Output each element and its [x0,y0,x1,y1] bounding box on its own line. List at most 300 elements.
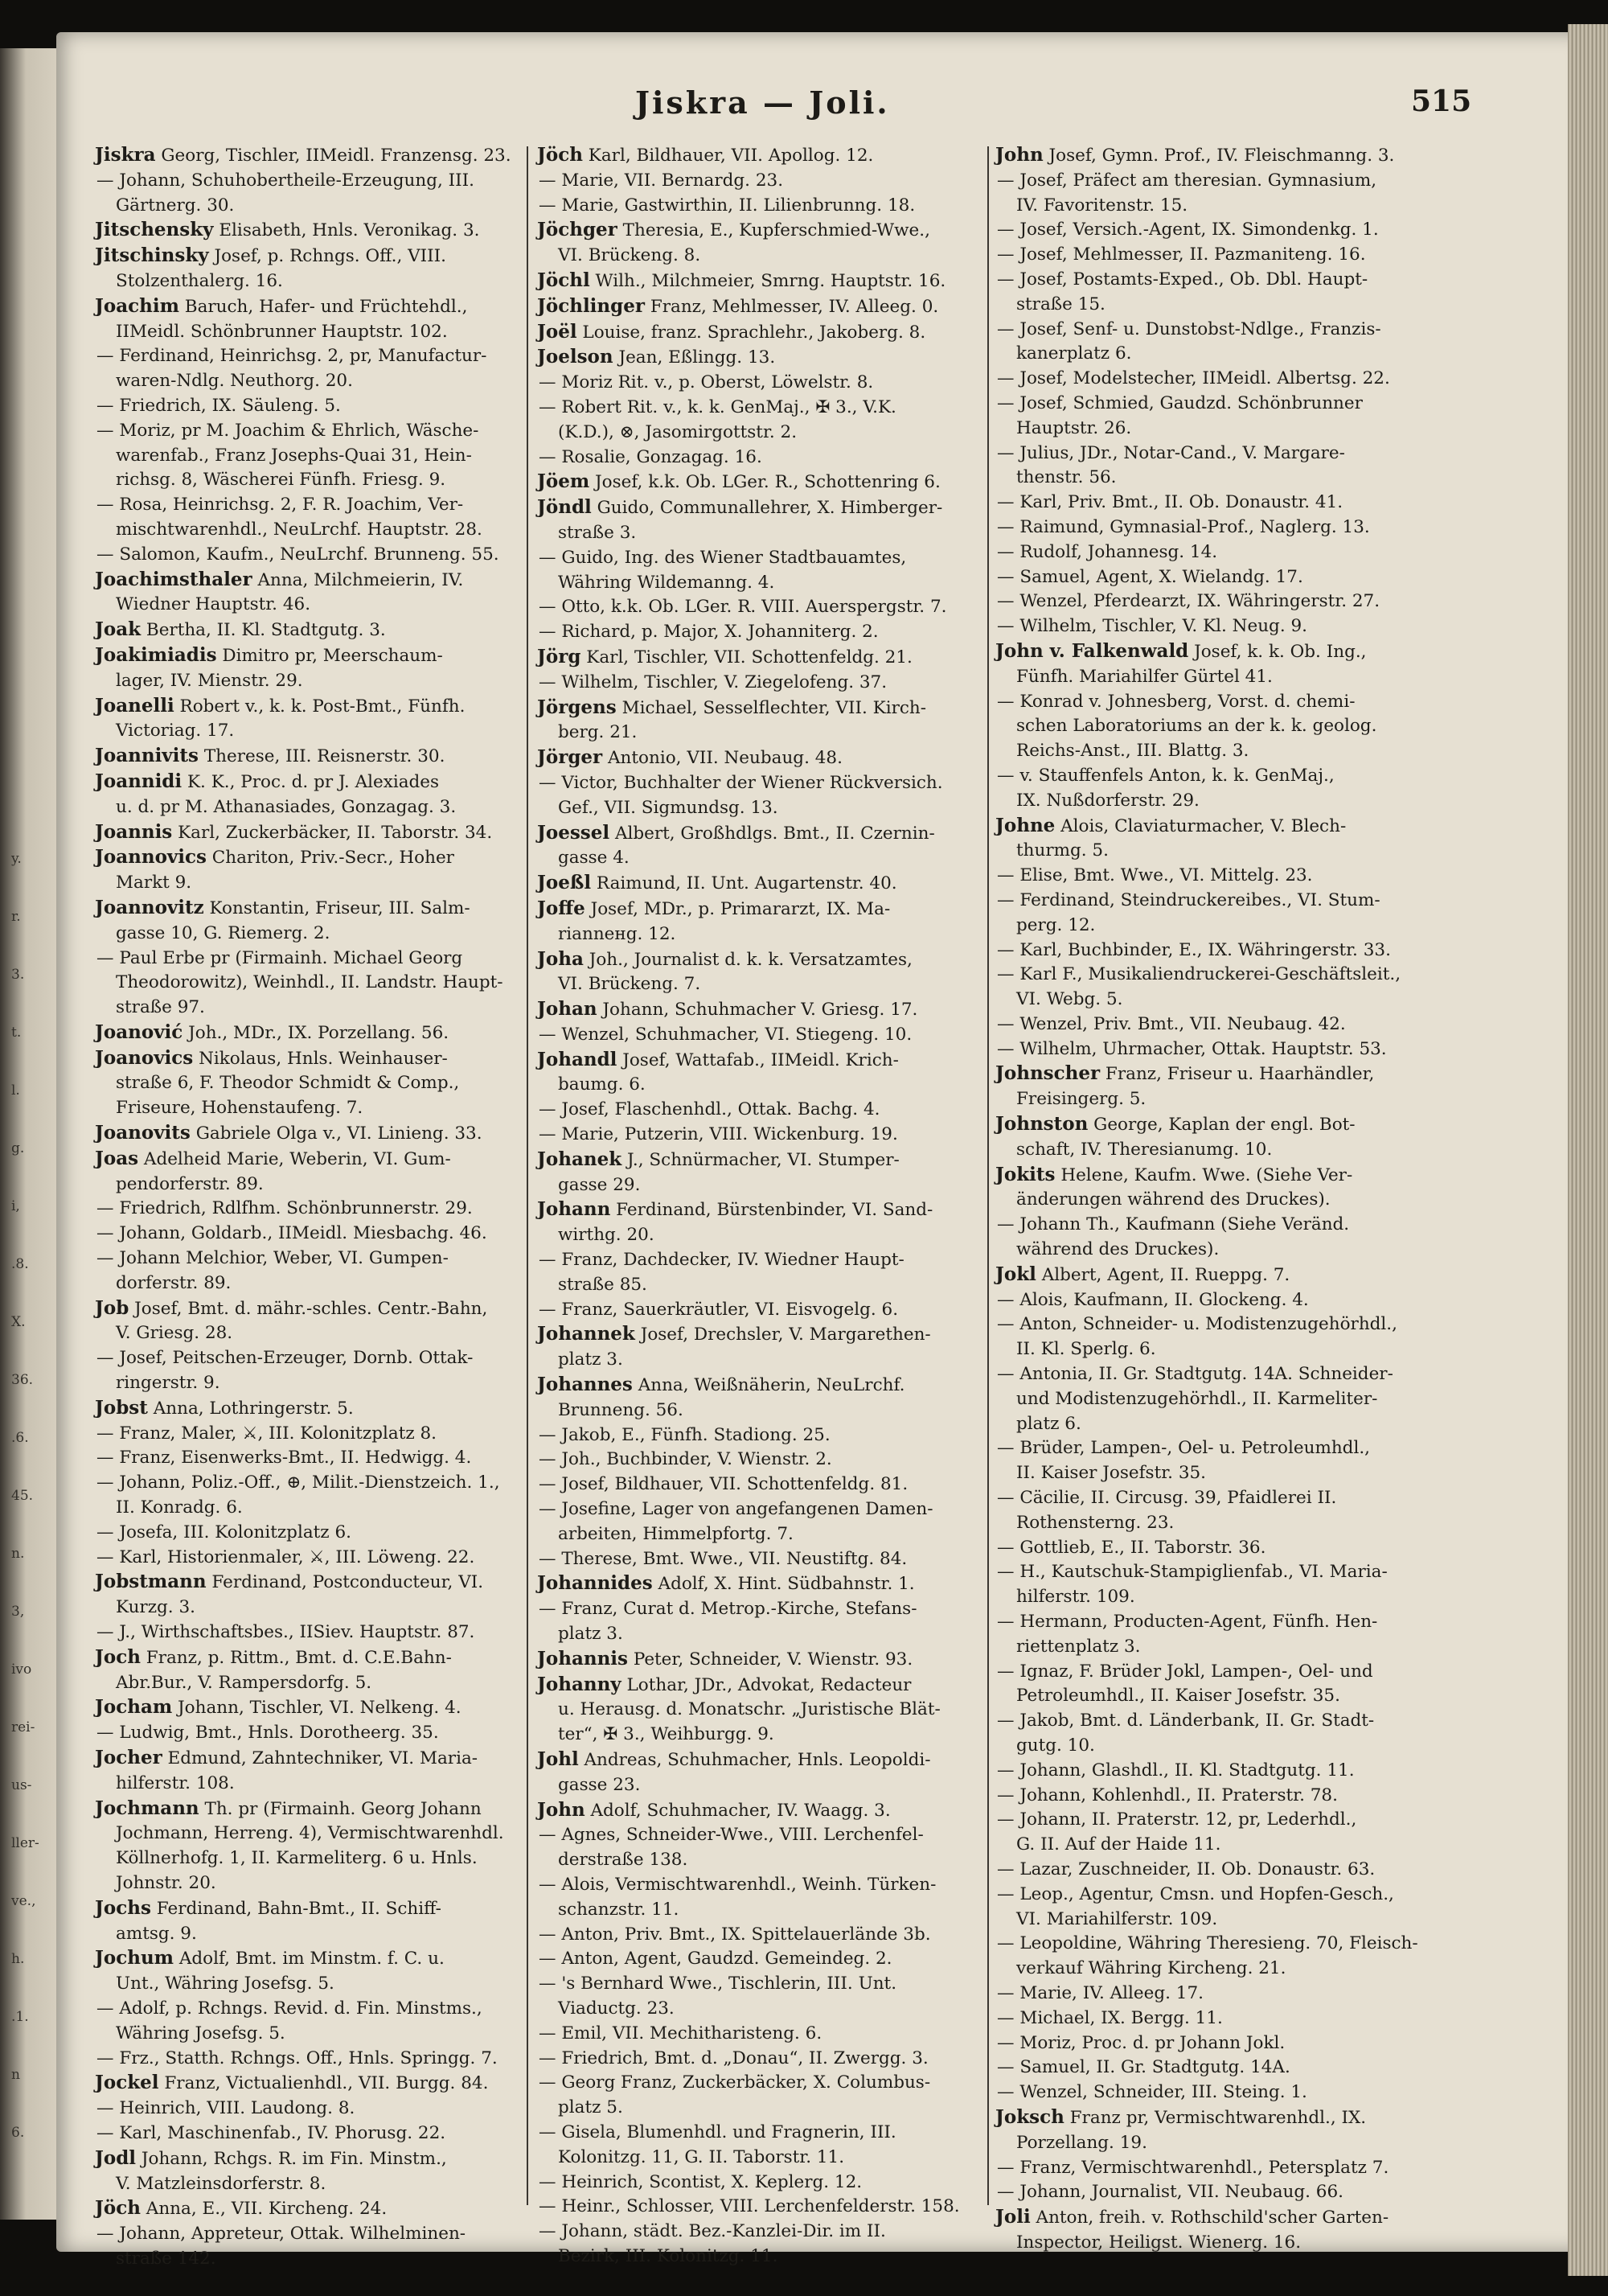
entry-text: Helene, Kaufm. Wwe. (Siehe Ver- [1055,1164,1353,1185]
directory-line [537,571,983,596]
directory-line [537,1898,983,1923]
directory-line [537,446,983,470]
directory-line [95,2196,518,2222]
directory-line [537,244,983,269]
entry-text: — Johann, Kohlenhdl., II. Praterstr. 78. [997,1785,1338,1805]
directory-line [95,2146,518,2172]
directory-line [995,939,1470,963]
directory-line [95,1972,518,1997]
left-page-fragment: .8. [11,1256,29,1272]
entry-text: — Marie, VII. Bernardg. 23. [539,170,784,191]
directory-line [95,394,518,419]
directory-line [995,1808,1470,1833]
entry-text: Josef, Bmt. d. mähr.-schles. Centr.-Bahn, [129,1298,488,1319]
directory-line [95,1147,518,1173]
entry-text: straße 142. [116,2248,216,2269]
entry-surname: Jocher [95,1747,162,1768]
directory-line [995,243,1470,268]
directory-line [995,2006,1470,2031]
entry-text: hilferstr. 109. [1016,1587,1135,1608]
entry-text: Hauptstr. 26. [1016,417,1132,438]
left-page-fragment: ve., [11,1893,36,1909]
entry-text: berg. 21. [558,722,638,743]
directory-line [537,796,983,821]
directory-line [995,1660,1470,1685]
directory-line [995,589,1470,614]
directory-line [995,1387,1470,1412]
entry-surname: Johannis [537,1647,628,1670]
directory-line [995,417,1470,442]
page-number: 515 [1411,84,1472,118]
directory-line [995,1188,1470,1213]
directory-line [537,821,983,847]
entry-text: — Franz, Vermischtwarenhdl., Petersplatz 7. [997,2157,1389,2178]
directory-line [95,1173,518,1197]
entry-text: schanzstr. 11. [558,1899,679,1920]
entry-text: Unt., Währing Josefsg. 5. [116,1974,334,1994]
entry-text: Albert, Agent, II. Rueppg. 7. [1036,1264,1290,1285]
directory-line [995,2031,1470,2056]
entry-text: Rothensterng. 23. [1016,1512,1175,1533]
entry-surname: Johanny [537,1673,621,1695]
entry-text: gasse 23. [558,1774,641,1795]
directory-line [995,1062,1470,1087]
directory-line [95,194,518,219]
entry-text: derstraße 138. [558,1850,688,1871]
entry-text: platz 3. [558,1349,623,1370]
column-rule [987,146,989,2205]
directory-line [537,1522,983,1547]
entry-surname: Joakimiadis [95,643,217,666]
entry-text: — Johann, städt. Bez.-Kanzlei-Dir. im II. [539,2221,886,2242]
directory-line [995,1037,1470,1062]
entry-surname: Jöch [95,2197,141,2220]
entry-text: — Franz, Dachdecker, IV. Wiedner Haupt- [539,1250,904,1271]
entry-surname: Johannides [537,1572,653,1595]
directory-line [995,1337,1470,1362]
directory-line [95,593,518,618]
entry-text: — Wenzel, Priv. Bmt., VII. Neubaug. 42. [997,1013,1346,1034]
directory-line [995,1784,1470,1809]
entry-text: Porzellang. 19. [1016,2132,1147,2153]
directory-line [537,1848,983,1873]
entry-text: Gabriele Olga v., VI. Linieng. 33. [190,1123,482,1144]
directory-line [537,1348,983,1373]
directory-line [995,1238,1470,1263]
directory-line [995,1709,1470,1734]
entry-text: — Wilhelm, Tischler, V. Ziegelofeng. 37. [539,672,888,692]
directory-line [95,1471,518,1496]
entry-surname: Jocham [95,1696,173,1719]
directory-line [995,1213,1470,1238]
entry-text: — Samuel, Agent, X. Wielandg. 17. [997,566,1303,587]
directory-line [95,820,518,846]
entry-surname: Johne [995,814,1056,836]
directory-line [537,2121,983,2146]
entry-text: — Richard, p. Major, X. Johanniterg. 2. [539,622,879,643]
entry-text: Lothar, JDr., Advokat, Redacteur [621,1674,912,1695]
entry-text: Anna, Milchmeierin, IV. [252,569,464,590]
entry-text: — Moriz, pr M. Joachim & Ehrlich, Wäsche- [96,420,479,441]
entry-text: — Konrad v. Johnesberg, Vorst. d. chemi- [997,691,1356,712]
directory-line [95,218,518,244]
directory-line [537,1673,983,1698]
entry-text: — Cäcilie, II. Circusg. 39, Pfaidlerei II. [997,1488,1337,1509]
entry-text: Franz, Mehlmesser, IV. Alleeg. 0. [644,296,939,317]
entry-text: — Franz, Maler, ⚔, III. Kolonitzplatz 8. [96,1423,437,1444]
directory-line [537,396,983,421]
directory-line [537,320,983,346]
entry-text: Ferdinand, Bürstenbinder, VI. Sand- [610,1200,933,1221]
directory-line [95,518,518,543]
directory-line [95,1671,518,1696]
directory-line [537,1622,983,1647]
entry-surname: Johl [537,1748,579,1770]
entry-text: schen Laboratoriums an der k. k. geolog. [1016,716,1377,737]
left-page-fragment: r. [11,909,21,925]
entry-text: während des Druckes). [1016,1239,1220,1260]
entry-text: — Adolf, p. Rchngs. Revid. d. Fin. Minstms., [96,1998,482,2019]
directory-line [95,294,518,320]
directory-line [95,694,518,720]
directory-line [995,739,1470,764]
directory-line [995,218,1470,243]
entry-text: — Friedrich, Rdlfhm. Schönbrunnerstr. 29. [96,1198,473,1219]
directory-line [95,795,518,820]
entry-text: — Moriz Rit. v., p. Oberst, Löwelstr. 8. [539,372,874,393]
directory-line [95,543,518,568]
entry-text: Alois, Claviaturmacher, V. Blech- [1055,815,1347,836]
directory-line [995,2056,1470,2080]
entry-text: Währing Wildemanng. 4. [558,572,775,593]
entry-text: — Heinr., Schlosser, VIII. Lerchenfelderstr. 158. [539,2196,960,2217]
entry-text: wirthg. 20. [558,1225,654,1246]
entry-text: — Alois, Kaufmann, II. Glockeng. 4. [997,1289,1309,1310]
entry-surname: Jöem [537,470,590,493]
directory-line [995,1932,1470,1957]
entry-text: Inspector, Heiligst. Wienerg. 16. [1016,2232,1302,2253]
directory-line [537,2195,983,2220]
entry-text: Karl, Zuckerbäcker, II. Taborstr. 34. [172,822,493,843]
entry-text: perg. 12. [1016,914,1096,935]
directory-line [537,2220,983,2245]
entry-text: baumg. 6. [558,1074,646,1095]
entry-text: Franz pr, Vermischtwarenhdl., IX. [1064,2107,1367,2128]
directory-line [537,371,983,396]
directory-column-1 [95,143,518,2269]
directory-line [537,1098,983,1123]
entry-text: — Victor, Buchhalter der Wiener Rückversich. [539,772,943,793]
directory-line [995,714,1470,739]
entry-text: Johann, Schuhmacher V. Griesg. 17. [597,1000,918,1021]
entry-text: — Marie, Gastwirthin, II. Lilienbrunng. 18. [539,195,916,216]
directory-line [95,669,518,694]
entry-surname: Jörgens [537,696,617,718]
directory-line [995,1908,1470,1933]
entry-text: Michael, Sesselflechter, VII. Kirch- [616,697,927,718]
directory-line [95,871,518,896]
left-page-fragment: t. [11,1025,22,1041]
directory-line [537,2022,983,2047]
directory-line [995,1163,1470,1189]
entry-text: Karl, Bildhauer, VII. Apollog. 12. [582,146,874,166]
directory-line [537,1399,983,1423]
directory-line [537,2071,983,2096]
entry-text: — Johann, Appreteur, Ottak. Wilhelminen- [96,2224,466,2245]
entry-text: — Paul Erbe pr (Firmainh. Michael Georg [96,947,463,968]
entry-surname: Joannovics [95,846,207,869]
directory-line [537,1823,983,1848]
entry-text: — Marie, Putzerin, VIII. Wickenburg. 19. [539,1124,898,1145]
entry-text: V. Matzleinsdorferstr. 8. [116,2173,326,2194]
left-page-fragment: ivo [11,1661,32,1678]
directory-line [95,1922,518,1947]
entry-text: — Guido, Ing. des Wiener Stadtbauamtes, [539,547,907,568]
directory-line [995,1436,1470,1461]
directory-line [95,2071,518,2097]
directory-line [995,614,1470,639]
directory-line [995,1486,1470,1511]
entry-text: — Wilhelm, Tischler, V. Kl. Neug. 9. [997,616,1308,637]
entry-text: Albert, Großhdlgs. Bmt., II. Czernin- [609,823,935,844]
entry-text: Josef, MDr., p. Primararzt, IX. Ma- [585,898,891,919]
directory-line [537,1248,983,1273]
entry-text: Joh., MDr., IX. Porzellang. 56. [183,1022,449,1043]
entry-text: richsg. 8, Wäscherei Fünfh. Friesg. 9. [116,470,446,491]
directory-line [537,1073,983,1098]
directory-line [995,1734,1470,1759]
entry-text: — Raimund, Gymnasial-Prof., Naglerg. 13. [997,516,1370,537]
entry-text: Edmund, Zahntechniker, VI. Maria- [162,1748,478,1768]
directory-line [95,320,518,345]
entry-surname: Jiskra [95,144,156,166]
entry-text: II. Kl. Sperlg. 6. [1016,1339,1156,1360]
entry-surname: Joël [537,320,577,343]
entry-surname: Joannivits [95,745,199,767]
entry-text: — Karl, Maschinenfab., IV. Phorusg. 22. [96,2122,446,2143]
entry-surname: Jokits [995,1163,1056,1185]
entry-text: Guido, Communallehrer, X. Himberger- [591,498,943,519]
book-edge [1568,24,1608,2276]
left-page-fragment: 3. [11,967,25,983]
entry-text: — Ludwig, Bmt., Hnls. Dorotheerg. 35. [96,1723,439,1744]
directory-line [995,1982,1470,2006]
entry-text: VI. Webg. 5. [1016,989,1123,1010]
entry-surname: Jokl [995,1263,1036,1285]
directory-line [995,914,1470,939]
directory-line [537,947,983,973]
entry-surname: Joffe [537,897,585,919]
entry-text: — Josef, Bildhauer, VII. Schottenfeldg. 81. [539,1474,909,1495]
entry-text: — Wenzel, Pferdearzt, IX. Währingerstr. 27. [997,591,1380,612]
entry-surname: Jochum [95,1947,174,1969]
entry-text: II. Kaiser Josefstr. 35. [1016,1463,1207,1484]
entry-text: Anna, Weißnäherin, NeuLrchf. [632,1375,905,1396]
directory-line [537,1497,983,1522]
directory-line [95,1896,518,1922]
directory-line [95,1321,518,1346]
entry-text: — Anton, Agent, Gaudzd. Gemeindeg. 2. [539,1949,892,1969]
directory-line [995,963,1470,988]
entry-surname: Jockel [95,2072,159,2094]
entry-text: Petroleumhdl., II. Kaiser Josefstr. 35. [1016,1686,1340,1707]
directory-line [537,871,983,897]
page-header [0,84,1608,133]
entry-text: Brunneng. 56. [558,1399,683,1420]
directory-line [537,1423,983,1448]
directory-line [995,889,1470,914]
directory-line [537,1997,983,2022]
entry-surname: Joanovics [95,1046,194,1069]
entry-text: Karl, Tischler, VII. Schottenfeldg. 21. [580,647,913,667]
directory-line [995,342,1470,367]
directory-line [995,293,1470,318]
entry-text: — Marie, IV. Alleeg. 17. [997,1982,1204,2003]
directory-line [95,1546,518,1571]
entry-text: Baruch, Hafer- und Früchtehdl., [178,296,468,317]
entry-surname: Johnscher [995,1062,1101,1085]
entry-text: — Samuel, II. Gr. Stadtgutg. 14A. [997,2057,1290,2078]
entry-surname: Joeßl [537,872,592,894]
entry-text: schaft, IV. Theresianumg. 10. [1016,1139,1273,1160]
directory-line [995,540,1470,565]
directory-line [995,2131,1470,2156]
directory-line [537,997,983,1023]
entry-text: — Rosa, Heinrichsg. 2, F. R. Joachim, Ver- [96,495,464,515]
directory-line [537,294,983,320]
left-page-fragment: us- [11,1777,32,1793]
entry-text: — Josef, Postamts-Exped., Ob. Dbl. Haupt- [997,269,1368,290]
entry-text: — Karl, Historienmaler, ⚔, III. Löweng. 22. [96,1546,475,1567]
entry-text: Dimitro pr, Meerschaum- [216,645,443,666]
entry-text: Josef, Wattafab., IIMeidl. Krich- [617,1049,899,1070]
entry-text: — Josefine, Lager von angefangenen Damen- [539,1499,933,1520]
entry-text: Anna, Lothringerstr. 5. [147,1398,354,1419]
directory-line [995,764,1470,789]
directory-line [95,143,518,169]
entry-text: Viaductg. 23. [558,1998,675,2019]
directory-column-2 [537,143,983,2266]
entry-surname: Joli [995,2206,1031,2228]
directory-line [995,814,1470,840]
entry-text: thenstr. 56. [1016,467,1117,488]
entry-text: V. Griesg. 28. [116,1323,233,1344]
entry-text: riettenplatz 3. [1016,1636,1141,1657]
entry-text: Therese, III. Reisnerstr. 30. [198,746,445,767]
entry-text: — Josef, Senf- u. Dunstobst-Ndlge., Franzis- [997,318,1381,339]
entry-text: verkauf Währing Kircheng. 21. [1016,1958,1286,1979]
directory-line [995,2205,1470,2231]
entry-surname: Jöndl [537,496,592,519]
entry-text: Jean, Eßlingg. 13. [613,347,776,368]
left-page-fragment: i, [11,1198,20,1214]
entry-text: — Antonia, II. Gr. Stadtgutg. 14A. Schneider- [997,1364,1393,1385]
directory-line [995,1858,1470,1883]
entry-text: straße 3. [558,522,637,543]
directory-line [95,169,518,194]
entry-surname: Joachimsthaler [95,568,252,590]
entry-text: — Jakob, Bmt. d. Länderbank, II. Gr. Stadt- [997,1711,1375,1731]
directory-line [537,194,983,219]
entry-text: Andreas, Schuhmacher, Hnls. Leopoldi- [578,1750,931,1770]
entry-surname: Joessel [537,821,610,844]
left-page-fragment: X. [11,1314,26,1330]
entry-surname: Johannek [537,1323,635,1345]
entry-text: und Modistenzugehörhdl., II. Karmeliter- [1016,1388,1378,1409]
directory-line [537,2096,983,2121]
directory-line [95,971,518,996]
entry-text: — Otto, k.k. Ob. LGer. R. VIII. Auerspergstr. 7. [539,597,947,618]
entry-text: — Ferdinand, Steindruckereibes., VI. Stum- [997,889,1380,910]
directory-line [537,972,983,997]
directory-line [537,1322,983,1348]
entry-surname: Joannovitz [95,896,204,918]
entry-surname: Johannes [537,1374,633,1396]
entry-text: Franz, Friseur u. Haarhändler, [1100,1064,1375,1085]
directory-line [95,1946,518,1972]
directory-line [95,2121,518,2146]
entry-text: — Karl, Priv. Bmt., II. Ob. Donaustr. 41. [997,492,1343,513]
entry-text: Theodorowitz), Weinhdl., II. Landstr. Haupt- [116,972,503,993]
directory-line [995,988,1470,1012]
directory-line [95,269,518,294]
directory-line [537,2047,983,2072]
entry-text: straße 15. [1016,294,1106,314]
directory-line [537,1972,983,1997]
entry-text: Franz, Victualienhdl., VII. Burgg. 84. [158,2073,489,2094]
entry-text: riannенg. 12. [558,923,676,944]
directory-line [95,1346,518,1371]
entry-text: Raimund, II. Unt. Augartenstr. 40. [591,873,897,894]
entry-text: VI. Mariahilferstr. 109. [1016,1908,1218,1929]
entry-text: — Franz, Eisenwerks-Bmt., II. Hedwigg. 4. [96,1448,472,1468]
entry-text: — Johann, Goldarb., IIMeidl. Miesbachg. 46. [96,1223,487,1244]
entry-text: Antonio, VII. Neubaug. 48. [602,748,843,769]
directory-line [95,1997,518,2022]
left-page-fragment: n. [11,1546,25,1562]
entry-surname: Johnston [995,1113,1089,1136]
entry-surname: Joanovits [95,1122,191,1144]
directory-line [537,846,983,871]
entry-text: — Josef, Modelstecher, IIMeidl. Albertsg. 22. [997,368,1390,389]
directory-line [95,996,518,1021]
directory-line [95,1746,518,1772]
directory-line [995,565,1470,590]
entry-text: Adolf, Bmt. im Minstm. f. C. u. [174,1949,445,1969]
entry-text: — Leopoldine, Währing Theresieng. 70, Fleisch- [997,1933,1418,1954]
directory-line [995,169,1470,194]
directory-line [95,1822,518,1846]
entry-text: — 's Bernhard Wwe., Tischlerin, III. Unt. [539,1974,897,1994]
entry-text: thurmg. 5. [1016,840,1109,861]
entry-text: — Karl, Buchbinder, E., IX. Währingerstr. 33. [997,939,1391,960]
directory-line [537,1798,983,1824]
entry-text: — Josefa, III. Kolonitzplatz 6. [96,1522,351,1542]
entry-text: — Wilhelm, Uhrmacher, Ottak. Hauptstr. 53. [997,1038,1387,1059]
directory-line [95,444,518,469]
entry-text: — Gisela, Blumenhdl. und Fragnerin, III. [539,2121,896,2142]
directory-line [95,369,518,394]
directory-line [95,1096,518,1121]
entry-surname: Job [95,1296,129,1319]
left-page-fragment: ller- [11,1835,39,1851]
directory-line [537,2171,983,2195]
entry-text: ringerstr. 9. [116,1373,220,1394]
entry-text: — Julius, JDr., Notar-Cand., V. Margare- [997,442,1345,463]
directory-line [537,1298,983,1323]
directory-line [537,521,983,546]
directory-line [995,2156,1470,2181]
